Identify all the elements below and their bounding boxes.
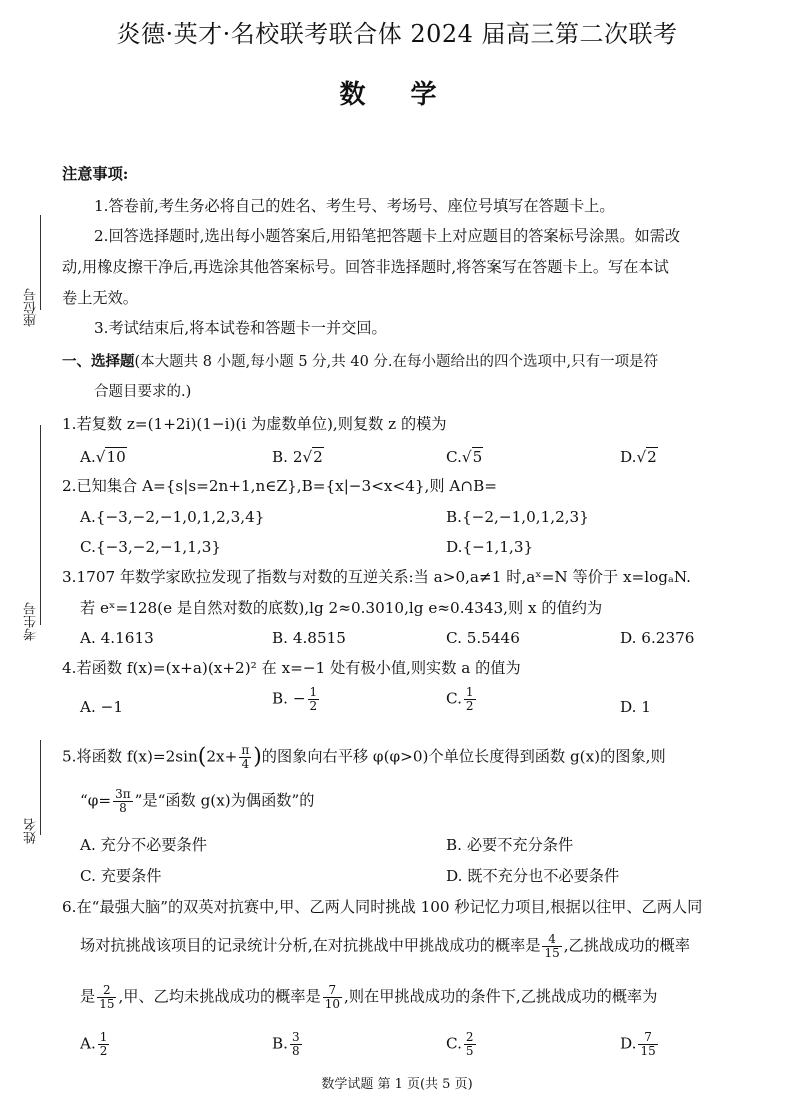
notice-item-2-line-2: 动,用橡皮擦干净后,再选涂其他答案标号。回答非选择题时,将答案写在答题卡上。写在本试 (62, 258, 669, 276)
q6-d-fraction (638, 1031, 657, 1058)
q5-stem-a: 5.将函数 f(x)=2sin (62, 747, 198, 766)
q3-option-a: A. 4.1613 (80, 629, 154, 647)
q4-option-c (446, 686, 478, 713)
notice-item-3: 3.考试结束后,将本试卷和答题卡一并交回。 (94, 319, 387, 337)
q1-a-value: 10 (106, 448, 126, 466)
q4-c-numerator: 1 (465, 685, 474, 699)
q1-d-label: D. (620, 448, 637, 466)
q5-pi-fraction (239, 744, 251, 771)
q5-option-c: C. 充要条件 (80, 867, 162, 885)
q5-pi-numerator: π (241, 743, 250, 757)
q6-a-numerator: 1 (99, 1030, 108, 1044)
section-1-heading: 一、选择题 (62, 353, 135, 370)
name-label: 姓名 (24, 818, 39, 844)
q6-line-3 (80, 984, 657, 1011)
q3-option-b: B. 4.8515 (272, 629, 346, 647)
section-1-header (62, 350, 658, 374)
q6-f2-numerator: 2 (97, 984, 116, 998)
q6-c-label: C. (446, 1034, 462, 1053)
q4-b-denominator: 2 (309, 699, 318, 713)
q6-b-fraction (290, 1031, 302, 1058)
notice-item-1: 1.答卷前,考生务必将自己的姓名、考生号、考场号、座位号填写在答题卡上。 (94, 197, 615, 215)
q6-b-numerator: 3 (292, 1030, 300, 1044)
q4-option-b (272, 686, 321, 713)
exam-title: 炎德·英才·名校联考联合体 2024 届高三第二次联考 (116, 20, 678, 48)
q3-stem-line-1: 3.1707 年数学家欧拉发现了指数与对数的互逆关系:当 a>0,a≠1 时,aˣ=N 等价于 x=logₐN. (62, 568, 691, 586)
notice-heading: 注意事项: (62, 165, 129, 183)
q4-b-numerator: 1 (309, 685, 318, 699)
q4-b-label: B. − (272, 689, 306, 708)
q1-option-c: C.√5 (446, 448, 483, 466)
q1-b-value: 2 (313, 448, 323, 466)
q6-f2-fraction (97, 984, 116, 1011)
q6-line-1: 6.在“最强大脑”的双英对抗赛中,甲、乙两人同时挑战 100 秒记忆力项目,根据以往甲、乙两人同 (62, 898, 703, 916)
q1-c-label: C. (446, 448, 462, 466)
q4-stem: 4.若函数 f(x)=(x+a)(x+2)² 在 x=−1 处有极小值,则实数 a 的值为 (62, 659, 521, 677)
q3-stem-line-2: 若 eˣ=128(e 是自然对数的底数),lg 2≈0.3010,lg e≈0.4343,则 x 的值约为 (80, 599, 603, 617)
q6-b-denominator: 8 (292, 1044, 300, 1058)
q2-option-b: B.{−2,−1,0,1,2,3} (446, 508, 589, 526)
q6-f1-denominator: 15 (544, 946, 560, 960)
q1-c-value: 5 (472, 448, 483, 466)
q6-option-a (80, 1031, 111, 1058)
q6-option-b (272, 1031, 304, 1058)
q1-stem: 1.若复数 z=(1+2i)(1−i)(i 为虚数单位),则复数 z 的模为 (62, 415, 447, 433)
q5-cond-fraction (113, 788, 133, 815)
q4-c-fraction (464, 686, 476, 713)
q4-c-denominator: 2 (465, 699, 474, 713)
q1-a-label: A. (80, 448, 96, 466)
q6-option-d (620, 1031, 660, 1058)
q6-b-label: B. (272, 1034, 288, 1053)
q2-option-d: D.{−1,1,3} (446, 538, 534, 556)
q5-option-d: D. 既不充分也不必要条件 (446, 867, 620, 885)
q6-f1-fraction (542, 933, 561, 960)
q4-b-fraction (308, 686, 320, 713)
q6-f3-denominator: 10 (324, 997, 341, 1011)
q6-f3-numerator: 7 (323, 984, 342, 998)
q5-stem: 5.将函数 f(x)=2sin(2x+ $\frac{\pi}{4}$ )的图象向右平移 φ(φ>0)个单位长度得到函数 g(x)的图象,则 (62, 743, 666, 771)
exam-no-line (40, 425, 41, 625)
seat-label: 座位号 (24, 288, 39, 327)
subject-title: 数 学 (339, 80, 455, 110)
q6-option-c (446, 1031, 478, 1058)
q6-c-numerator: 2 (465, 1030, 474, 1044)
q6-c-denominator: 5 (465, 1044, 474, 1058)
q5-stem-b: 的图象向右平移 φ(φ>0)个单位长度得到函数 g(x)的图象,则 (261, 747, 666, 766)
q6-d-label: D. (620, 1034, 637, 1053)
q5-option-a: A. 充分不必要条件 (80, 836, 207, 854)
q4-option-a: A. −1 (80, 698, 124, 716)
section-1-desc-1: (本大题共 8 小题,每小题 5 分,共 40 分.在每小题给出的四个选项中,只有一项是符 (134, 354, 659, 370)
q2-option-c: C.{−3,−2,−1,1,3} (80, 538, 222, 556)
q2-option-a: A.{−3,−2,−1,0,1,2,3,4} (80, 508, 265, 526)
q5-cond-denominator: 8 (119, 801, 127, 815)
q5-option-b: B. 必要不充分条件 (446, 836, 574, 854)
q6-a-fraction (98, 1031, 110, 1058)
q5-condition (80, 788, 314, 815)
q6-f2-denominator: 15 (99, 997, 115, 1011)
section-1-desc-2: 合题目要求的.) (94, 384, 192, 400)
exam-no-label: 考生号 (24, 602, 39, 641)
q5-cond-b: ”是“函数 g(x)为偶函数”的 (134, 791, 315, 810)
q1-d-value: 2 (647, 448, 657, 466)
q6-line-2-b: ,乙挑战成功的概率 (563, 936, 691, 955)
q6-a-denominator: 2 (99, 1044, 108, 1058)
q6-f3-fraction (323, 984, 342, 1011)
q6-line-2 (80, 933, 690, 960)
q1-option-d: D.√2 (620, 448, 657, 466)
q6-d-numerator: 7 (638, 1031, 657, 1045)
notice-item-2-line-3: 卷上无效。 (62, 289, 138, 307)
page-footer: 数学试题 第 1 页(共 5 页) (321, 1077, 473, 1092)
q3-option-c: C. 5.5446 (446, 629, 520, 647)
q6-line-2-a: 场对抗挑战该项目的记录统计分析,在对抗挑战中甲挑战成功的概率是 (80, 936, 541, 955)
q6-f1-numerator: 4 (542, 933, 561, 947)
q2-stem: 2.已知集合 A={s|s=2n+1,n∈Z},B={x|−3<x<4},则 A∩B= (62, 477, 497, 495)
q6-line-3-c: ,则在甲挑战成功的条件下,乙挑战成功的概率为 (344, 987, 658, 1006)
q5-cond-a: “φ= (80, 791, 112, 810)
q1-option-b: B. 2√2 (272, 448, 323, 466)
q5-cond-numerator: 3π (115, 787, 131, 801)
q4-option-d: D. 1 (620, 698, 651, 716)
notice-item-2-line-1: 2.回答选择题时,选出每小题答案后,用铅笔把答题卡上对应题目的答案标号涂黑。如需改 (94, 227, 681, 245)
q4-c-label: C. (446, 689, 462, 708)
q5-pi-denominator: 4 (241, 757, 250, 771)
q5-stem-arg: 2x+ (206, 747, 238, 766)
q6-line-3-b: ,甲、乙均未挑战成功的概率是 (118, 987, 321, 1006)
q6-d-denominator: 15 (640, 1044, 656, 1058)
q6-c-fraction (464, 1031, 476, 1058)
q6-a-label: A. (80, 1034, 96, 1053)
q3-option-d: D. 6.2376 (620, 629, 695, 647)
q1-b-label: B. 2 (272, 448, 303, 466)
q6-line-3-a: 是 (80, 987, 96, 1006)
q1-option-a: A.√10 (80, 448, 126, 466)
